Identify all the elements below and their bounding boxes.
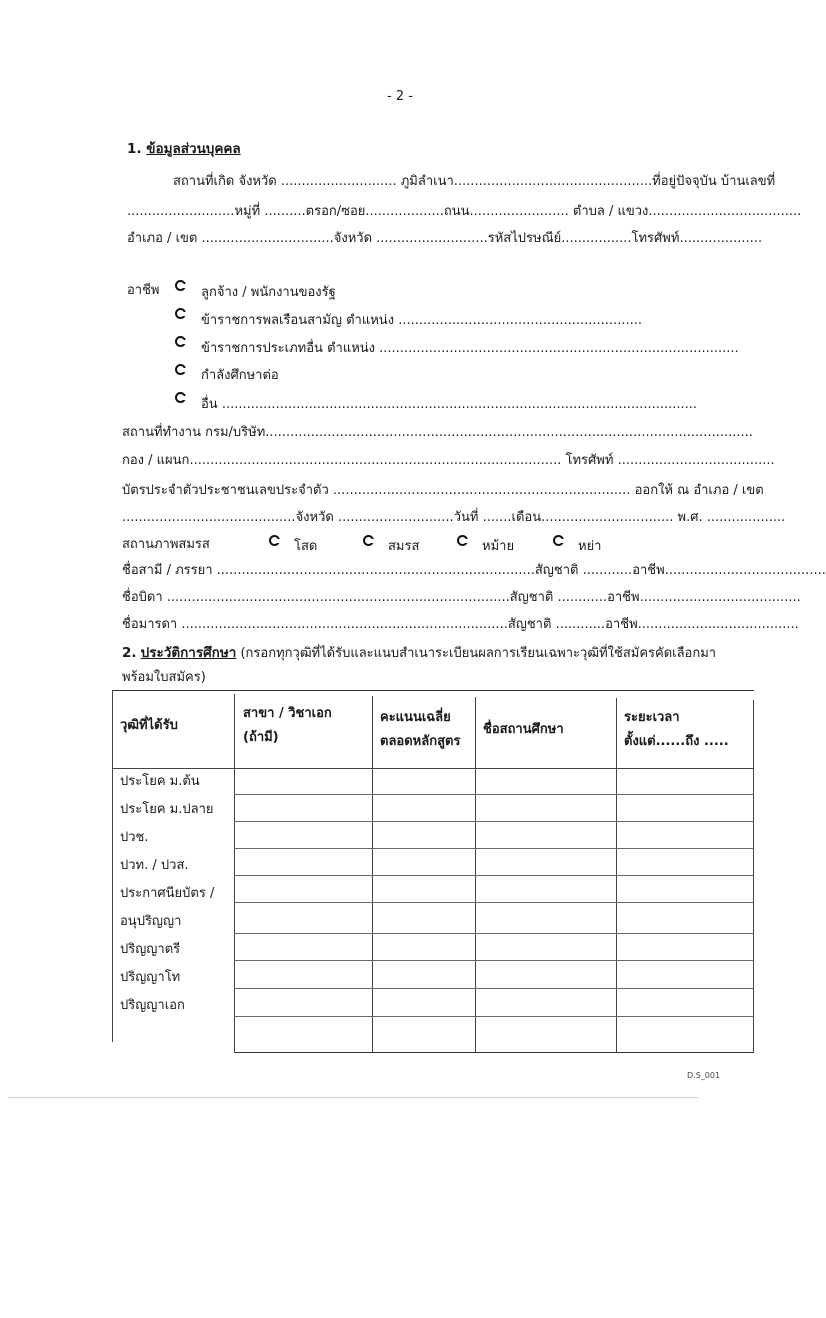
- section2-note-line2: พร้อมใบสมัคร): [122, 670, 206, 685]
- idcard-label: บัตรประจำตัวประชาชนเลขประจำตัว: [122, 483, 329, 498]
- marital-option-married: สมรส: [388, 539, 420, 554]
- marital-radio-widowed[interactable]: [457, 535, 468, 546]
- section2-heading: [122, 645, 716, 662]
- soi-label: ตรอก/ซอย: [305, 204, 366, 219]
- idcard-province-field[interactable]: ............................: [337, 510, 454, 525]
- address-label: ที่อยู่ปัจจุบัน บ้านเลขที่: [652, 174, 776, 189]
- hometown-label: ภูมิลำเนา: [400, 174, 454, 189]
- occupation-radio-5[interactable]: [175, 392, 186, 403]
- table-col-divider-1: [234, 694, 235, 1052]
- spouse-occupation-field[interactable]: .......................................: [664, 563, 826, 578]
- road-label: ถนน: [443, 204, 470, 219]
- mother-nationality-field[interactable]: ............: [555, 617, 606, 632]
- table-top-border: [112, 690, 754, 691]
- table-left-border: [112, 690, 113, 1042]
- header-school-line1: ชื่อสถานศึกษา: [483, 722, 564, 737]
- header-period-line1: ระยะเวลา: [624, 710, 680, 725]
- mother-line: [122, 617, 799, 633]
- header-degree: [120, 714, 178, 738]
- table-row-line: [234, 933, 754, 934]
- table-right-border: [753, 700, 754, 1052]
- header-major-line2: (ถ้ามี): [243, 730, 279, 745]
- father-nationality-field[interactable]: ............: [557, 590, 608, 605]
- table-row-line: [234, 988, 754, 989]
- occupation-option-2-label: ข้าราชการพลเรือนสามัญ ตำแหน่ง: [201, 313, 395, 328]
- mother-occupation-label: อาชีพ: [605, 617, 638, 632]
- document-code: D.S_001: [687, 1071, 721, 1080]
- division-field[interactable]: ..........................................................................................: [189, 453, 562, 468]
- division-phone-label: โทรศัพท์: [565, 453, 614, 468]
- row-label-associate: อนุปริญญา: [120, 914, 182, 929]
- soi-field[interactable]: ...................: [365, 204, 444, 219]
- mother-nationality-label: สัญชาติ: [507, 617, 552, 632]
- amphoe-field[interactable]: ................................: [201, 231, 334, 246]
- spouse-label: ชื่อสามี / ภรรยา: [122, 563, 213, 578]
- row-label-certificate: ประกาศนียบัตร /: [120, 886, 215, 901]
- workplace-line: [122, 425, 753, 441]
- idcard-line-2: [122, 510, 785, 526]
- idcard-year-label: พ.ศ.: [677, 510, 703, 525]
- idcard-month-label: เดือน: [511, 510, 542, 525]
- district-line: [127, 231, 762, 247]
- table-row-line: [234, 794, 754, 795]
- marital-option-single: โสด: [294, 539, 318, 554]
- workplace-field[interactable]: ......................................................................................................................: [265, 425, 753, 440]
- row-label-lower-secondary: ประโยค ม.ต้น: [120, 774, 200, 789]
- marital-radio-divorced[interactable]: [553, 535, 564, 546]
- province-label: จังหวัด: [333, 231, 373, 246]
- marital-radio-married[interactable]: [363, 535, 374, 546]
- mother-label: ชื่อมารดา: [122, 617, 178, 632]
- road-field[interactable]: ........................: [469, 204, 569, 219]
- father-label: ชื่อบิดา: [122, 590, 163, 605]
- section2-number: 2.: [122, 645, 137, 661]
- division-label: กอง / แผนก: [122, 453, 190, 468]
- mother-field[interactable]: ...............................................................................: [181, 617, 508, 632]
- header-period: [624, 706, 729, 754]
- header-period-line2: ตั้งแต่......ถึง .....: [624, 734, 729, 749]
- header-school: [483, 718, 564, 742]
- table-header-divider: [112, 768, 754, 769]
- tambon-label: ตำบล / แขวง: [572, 204, 649, 219]
- header-gpa: [380, 706, 460, 754]
- table-row-line: [234, 875, 754, 876]
- row-label-bachelor: ปริญญาตรี: [120, 942, 181, 957]
- table-row-line: [234, 902, 754, 903]
- idcard-year-field[interactable]: ...................: [706, 510, 786, 525]
- occupation-radio-2[interactable]: [175, 308, 186, 319]
- spouse-nationality-field[interactable]: ............: [582, 563, 633, 578]
- birthplace-label: สถานที่เกิด จังหวัด: [173, 174, 277, 189]
- spouse-line: [122, 563, 826, 579]
- occupation-option-5: [201, 397, 697, 413]
- phone-label: โทรศัพท์: [631, 231, 680, 246]
- father-occupation-label: อาชีพ: [607, 590, 640, 605]
- section1-heading: [127, 141, 241, 157]
- idcard-line: [122, 483, 764, 499]
- row-label-upper-secondary: ประโยค ม.ปลาย: [120, 802, 214, 817]
- father-field[interactable]: ...................................................................................: [166, 590, 510, 605]
- father-occupation-field[interactable]: .......................................: [639, 590, 801, 605]
- header-major-line1: สาขา / วิชาเอก: [243, 706, 332, 721]
- table-col-divider-2: [372, 696, 373, 1052]
- occupation-radio-1[interactable]: [175, 280, 186, 291]
- table-row-line: [234, 821, 754, 822]
- occupation-option-3: [201, 341, 739, 357]
- page-edge-line: [8, 1097, 698, 1098]
- marital-option-divorced: หย่า: [578, 539, 602, 554]
- spouse-occupation-label: อาชีพ: [632, 563, 665, 578]
- row-label-doctorate: ปริญญาเอก: [120, 998, 185, 1013]
- occupation-option-2-field[interactable]: ...........................................................: [398, 313, 642, 328]
- table-row-line: [234, 960, 754, 961]
- idcard-district-field[interactable]: ..........................................: [122, 510, 296, 525]
- section1-title: ข้อมูลส่วนบุคคล: [146, 141, 241, 157]
- row-label-high-vocational: ปวท. / ปวส.: [120, 858, 189, 873]
- moo-label: หมู่ที่: [234, 204, 261, 219]
- father-nationality-label: สัญชาติ: [509, 590, 554, 605]
- occupation-label: อาชีพ: [127, 283, 160, 298]
- row-label-vocational-cert: ปวช.: [120, 830, 149, 845]
- workplace-label: สถานที่ทำงาน กรม/บริษัท: [122, 425, 266, 440]
- header-major: [243, 702, 332, 750]
- marital-radio-single[interactable]: [269, 535, 280, 546]
- mother-occupation-field[interactable]: .......................................: [637, 617, 799, 632]
- occupation-radio-4[interactable]: [175, 364, 186, 375]
- header-degree-line1: วุฒิที่ได้รับ: [120, 718, 178, 733]
- birthplace-line: [173, 174, 775, 190]
- postal-field[interactable]: .................: [561, 231, 632, 246]
- moo-field[interactable]: ..........: [264, 204, 306, 219]
- header-gpa-line1: คะแนนเฉลี่ย: [380, 710, 451, 725]
- occupation-option-1-label: ลูกจ้าง / พนักงานของรัฐ: [201, 285, 336, 300]
- idcard-province-label: จังหวัด: [295, 510, 334, 525]
- tambon-field[interactable]: .....................................: [648, 204, 802, 219]
- idcard-day-label: วันที่: [453, 510, 479, 525]
- province-field[interactable]: ...........................: [376, 231, 488, 246]
- section1-number: 1.: [127, 141, 142, 157]
- division-phone-field[interactable]: ......................................: [617, 453, 775, 468]
- phone-field[interactable]: ....................: [679, 231, 763, 246]
- amphoe-label: อำเภอ / เขต: [127, 231, 198, 246]
- spouse-nationality-label: สัญชาติ: [534, 563, 579, 578]
- marital-option-widowed: หม้าย: [482, 539, 515, 554]
- occupation-option-4: [201, 368, 279, 384]
- row-label-master: ปริญญาโท: [120, 970, 181, 985]
- header-gpa-line2: ตลอดหลักสูตร: [380, 734, 461, 749]
- house-number-field[interactable]: ..........................: [127, 204, 235, 219]
- idcard-field[interactable]: ........................................................................: [332, 483, 631, 498]
- idcard-issued-label: ออกให้ ณ อำเภอ / เขต: [634, 483, 764, 498]
- hometown-field[interactable]: ................................................: [453, 174, 653, 189]
- occupation-option-3-label: ข้าราชการประเภทอื่น ตำแหน่ง: [201, 341, 375, 356]
- table-bottom-border: [234, 1052, 754, 1053]
- occupation-option-3-field[interactable]: .......................................................................................: [379, 341, 739, 356]
- education-table: [112, 690, 754, 1054]
- table-row-line: [234, 1016, 754, 1017]
- section2-note-line1: (กรอกทุกวุฒิที่ได้รับและแนบสำเนาระเบียนผลการเรียนเฉพาะวุฒิที่ใช้สมัครคัดเลือกมา: [240, 646, 717, 661]
- birthplace-field[interactable]: ............................: [280, 174, 397, 189]
- marital-label: สถานภาพสมรส: [122, 537, 210, 552]
- table-row-line: [234, 848, 754, 849]
- occupation-option-4-label: กำลังศึกษาต่อ: [201, 368, 279, 383]
- division-line: [122, 453, 775, 469]
- idcard-month-field[interactable]: ................................: [541, 510, 674, 525]
- occupation-option-5-label: อื่น: [201, 397, 218, 412]
- occupation-option-5-field[interactable]: ...................................................................................................................: [221, 397, 698, 412]
- idcard-day-field[interactable]: .......: [482, 510, 512, 525]
- occupation-option-2: [201, 313, 642, 329]
- page-number: - 2 -: [387, 89, 413, 104]
- postal-label: รหัสไปรษณีย์: [487, 231, 562, 246]
- occupation-option-1: [201, 285, 336, 301]
- occupation-radio-3[interactable]: [175, 336, 186, 347]
- father-line: [122, 590, 801, 606]
- address-line: [127, 204, 801, 220]
- spouse-field[interactable]: .............................................................................: [216, 563, 535, 578]
- section2-title: ประวัติการศึกษา: [140, 645, 237, 661]
